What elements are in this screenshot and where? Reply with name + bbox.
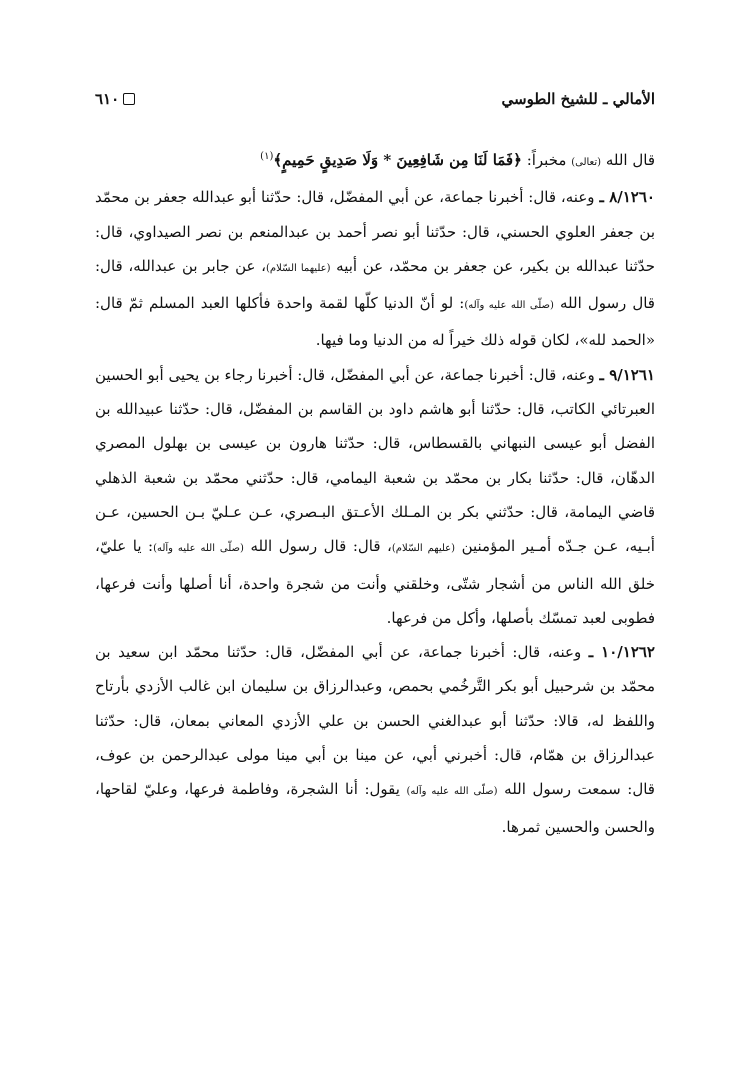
verse-intro-2: مخبراً: <box>526 151 567 169</box>
hadith-number: ٩/١٢٦١ ـ <box>599 365 655 384</box>
hadith-number: ٨/١٢٦٠ ـ <box>599 188 655 207</box>
page-marker-box-icon <box>123 93 135 105</box>
hadith-1262 <box>95 635 655 844</box>
honorific: (صلّى الله عليه وآله) <box>464 300 554 312</box>
honorific: (صلّى الله عليه وآله) <box>406 786 498 798</box>
hadith-text: وعنه، قال: أخبرنا جماعة، عن أبي المفضّل، قال: حدّثنا أبو عبدالله جعفر بن محمّد بن جعفر العلوي الحسني، قال: حدّثنا أبو نصر أحمد بن عبدالمنعم بن نصر الصيداوي، قال: حدّثنا عبدالله بن بكير، عن جعفر بن محمّد، عن أبيه <box>95 188 655 275</box>
hadith-1261 <box>95 358 655 635</box>
hadith-text: وعنه، قال: أخبرنا جماعة، عن أبي المفضّل، قال: حدّثنا محمّد ابن سعيد بن محمّد بن شرحبيل أبو بكر التَّرخُمي بحمص، وعبدالرزاق بن سليمان ابن غالب الأزدي بأرتاح واللفظ له، قالا: حدّثنا أبو عبدالغني الحسن بن علي الأزدي المعاني بمعان، قال: حدّثنا عبدالرزاق بن همّام، قال: أخبرني أبي، عن مينا بن أبي مينا مولى عبدالرحمن بن عوف، قال: سمعت رسول الله <box>95 643 655 799</box>
page-header <box>95 84 655 114</box>
hadith-1260 <box>95 180 655 357</box>
book-title: الأمالي ـ للشيخ الطوسي <box>501 90 655 108</box>
hadith-text: : لو أنّ الدنيا كلّها لقمة واحدة فأكلها العبد المسلم ثمّ قال: «الحمد لله»، لكان قوله ذلك خيراً له من الدنيا وما فيها. <box>95 294 655 350</box>
hadith-text: وعنه، قال: أخبرنا جماعة، عن أبي المفضّل، قال: أخبرنا رجاء بن يحيى أبو الحسين العبرتائي الكاتب، قال: حدّثنا أبو هاشم داود بن القاسم بن المفضّل، قال: حدّثنا عبيدالله بن الفضل أبو عيسى النبهاني بالقسطاس، قال: حدّثنا هارون بن عيسى بن بهلول المصري الدهّان، قال: حدّثنا بكار بن محمّد بن شعبة اليمامي، قال: حدّثني محمّد بن شعبة الذهلي قاضي اليمامة، قال: حدّثني بكر بن المـلك الأعـتق البـصري، عـن عـليّ بـن الحسين، عـن أبـيه، عـن جـدّه أمـير المؤمنين <box>95 365 655 556</box>
page-number-text: ٦١٠ <box>95 90 120 108</box>
honorific: (صلّى الله عليه وآله) <box>153 543 244 555</box>
main-text <box>95 140 655 844</box>
hadith-text: يقول: أنا الشجرة، وفاطمة فرعها، وعليّ لقاحها، والحسن والحسين ثمرها. <box>95 780 655 836</box>
honorific-ta-ala: (تعالى) <box>571 157 602 168</box>
paragraph-verse <box>95 140 655 180</box>
honorific: (عليهم السّلام) <box>391 543 456 555</box>
hadith-text: : يا عليّ، خلق الله الناس من أشجار شتّى، وخلقني وأنت من شجرة واحدة، أنا أصلها وأنت فرعها، فطوبى لعبد تمسّك بأصلها، وأكل من فرعها. <box>95 537 655 627</box>
hadith-number: ١٠/١٢٦٢ ـ <box>588 643 655 662</box>
page-number <box>95 90 135 108</box>
verse-intro: قال الله <box>605 151 655 169</box>
honorific: (عليهما السّلام) <box>266 262 331 274</box>
quran-verse: ﴿فَمَا لَنَا مِن شَافِعِينَ * وَلَا صَدِيقٍ حَمِيمٍ﴾ <box>273 151 522 169</box>
hadith-text: ، قال: قال رسول الله <box>250 537 392 556</box>
footnote-ref: (١) <box>260 151 274 162</box>
hadith-text: ، عن جابر بن عبدالله، قال: قال رسول الله <box>95 256 655 313</box>
